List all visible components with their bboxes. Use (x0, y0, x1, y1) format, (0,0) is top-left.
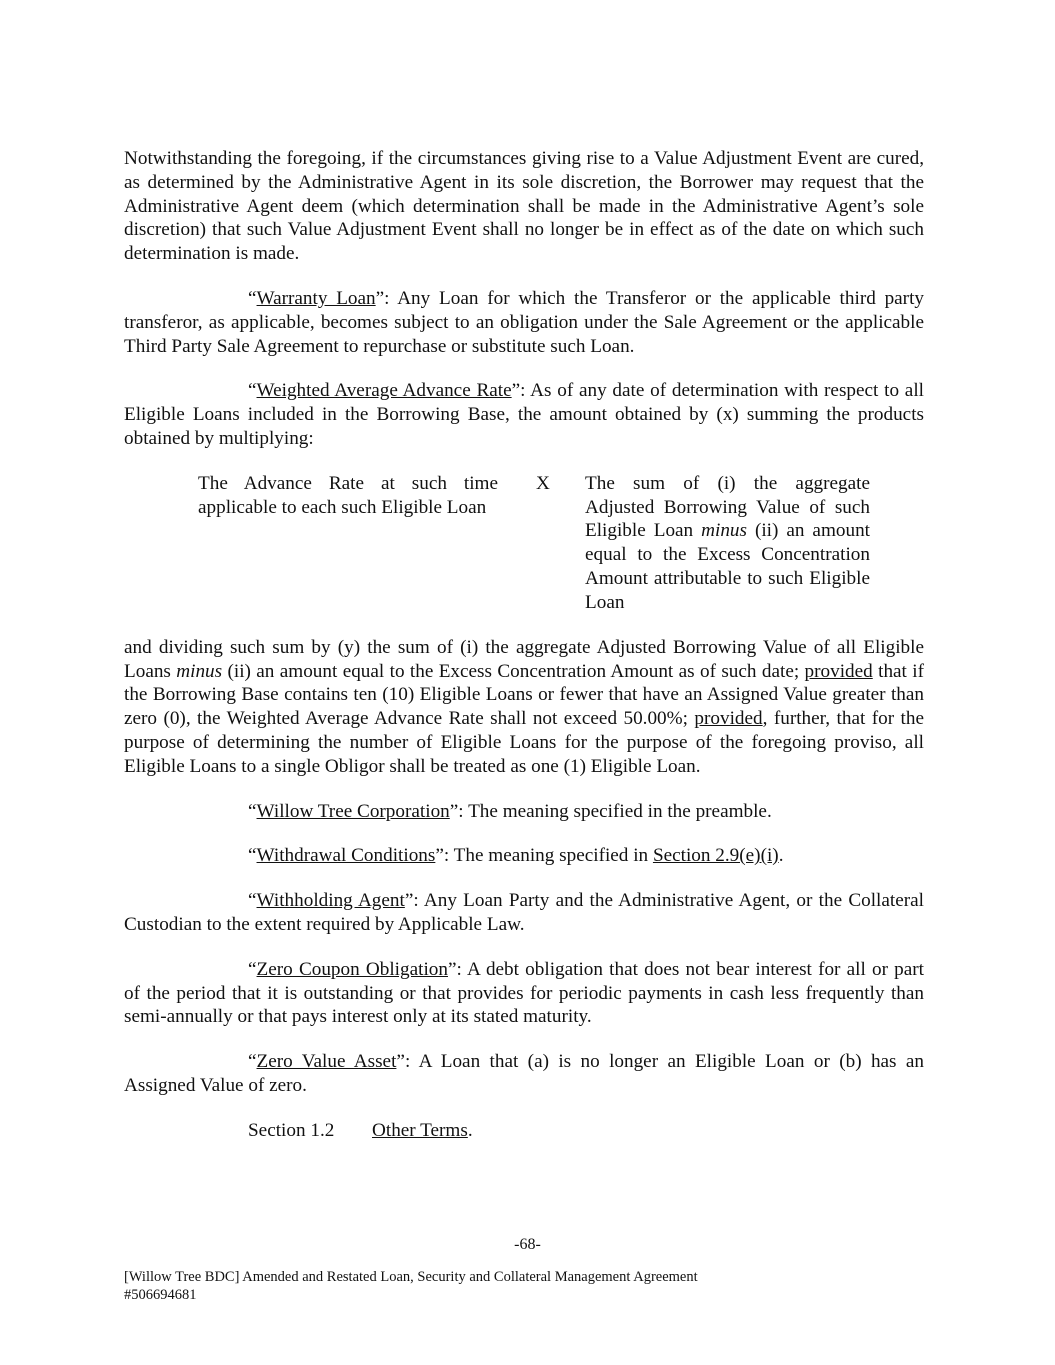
document-body (124, 147, 924, 1143)
definition-text: ”: A Loan that (a) is no longer an Eligible Loan or (b) has an Assigned Value of zero. (124, 1051, 925, 1096)
section-period: . (467, 1119, 473, 1141)
defined-term: Willow Tree Corporation (256, 800, 450, 822)
definition-text: ”: Any Loan for which the Transferor or the applicable third party transferor, as applicable, becomes subject to an obligation under the Sale Agreement or the applicable Third Party Sale Agreement to repurchase or substitute such Loan. (124, 287, 924, 357)
document-footer (124, 1268, 698, 1304)
footer-doc-id: #506694681 (124, 1287, 197, 1303)
paragraph-value-adjustment-cure (124, 147, 924, 266)
open-quote: “ (248, 890, 257, 912)
open-quote: “ (248, 958, 257, 980)
formula-right-text: (ii) an amount equal to the Excess Concentration Amount attributable to such Eligible Loan (585, 520, 870, 613)
definition-text: ”: As of any date of determination with respect to all Eligible Loans included in the Borrowing Base, the amount obtained by (x) summing the products obtained by multiplying: (124, 380, 924, 449)
formula-multiply-sign: X (536, 472, 550, 494)
definition-willow-tree-corporation (124, 800, 924, 824)
paragraph-text: Notwithstanding the foregoing, if the circumstances giving rise to a Value Adjustment Event are cured, as determined by the Administrative Agent in its sole discretion, the Borrower may request that the Administrative Agent deem (which determination shall be made in the Administrative Agent’s sole discretion) that such Value Adjustment Event shall no longer be in effect as of the date on which such determination is made. (124, 148, 924, 265)
definition-text: ”: A debt obligation that does not bear interest for all or part of the period that it is outstanding or that provides for periodic payments in cash less frequently than semi-annually or that pays interest only at its stated maturity. (124, 958, 925, 1028)
paragraph-text: (ii) an amount equal to the Excess Concentration Amount as of such date; (222, 660, 805, 682)
definition-text: ”: The meaning specified in the preamble. (449, 800, 772, 822)
paragraph-dividing-sum (124, 636, 924, 779)
definition-withdrawal-conditions (124, 844, 924, 868)
defined-term: Warranty Loan (256, 287, 376, 309)
paragraph-text: that if the Borrowing Base contains ten (10) Eligible Loans or fewer that have an Assigned Value greater than zero (0), the Weighted Average Advance Rate shall not exceed 50.00%; (124, 660, 924, 730)
definition-weighted-average-advance-rate (124, 379, 924, 450)
provided-underlined: provided (804, 660, 873, 682)
section-number: Section 1.2 (248, 1119, 335, 1141)
formula-minus: minus (701, 520, 747, 542)
paragraph-text: and dividing such sum by (y) the sum of (i) the aggregate Adjusted Borrowing Value of all Eligible Loans (124, 636, 924, 682)
definition-zero-value-asset (124, 1050, 924, 1098)
section-title: Other Terms (372, 1119, 468, 1141)
paragraph-text: , further, that for the purpose of determining the number of Eligible Loans for the purpose of the foregoing proviso, all Eligible Loans to a single Obligor shall be treated as one (1) Eligible Loan. (124, 708, 924, 777)
definition-warranty-loan (124, 287, 924, 358)
defined-term: Zero Value Asset (256, 1051, 397, 1073)
formula-block (198, 472, 924, 615)
footer-title: [Willow Tree BDC] Amended and Restated Loan, Security and Collateral Management Agreement (124, 1269, 698, 1285)
defined-term: Withholding Agent (256, 890, 405, 912)
provided-underlined: provided (694, 708, 763, 730)
minus-italic: minus (176, 660, 223, 682)
open-quote: “ (248, 800, 257, 822)
defined-term: Withdrawal Conditions (256, 845, 436, 867)
defined-term: Weighted Average Advance Rate (256, 380, 512, 402)
section-heading (124, 1119, 924, 1143)
open-quote: “ (248, 1051, 257, 1073)
definition-text: ”: The meaning specified in (435, 845, 653, 867)
open-quote: “ (248, 845, 257, 867)
formula-left-operand: The Advance Rate at such time applicable to each such Eligible Loan (198, 472, 498, 518)
section-reference: Section 2.9(e)(i) (652, 845, 779, 867)
defined-term: Zero Coupon Obligation (256, 958, 448, 980)
page-number: -68- (514, 1236, 541, 1253)
formula-right-text: The sum of (i) the aggregate Adjusted Borrowing Value of such Eligible Loan (585, 472, 870, 542)
formula-right-operand (585, 472, 870, 615)
definition-withholding-agent (124, 889, 924, 937)
open-quote: “ (248, 380, 257, 402)
open-quote: “ (248, 287, 257, 309)
definition-zero-coupon-obligation (124, 958, 924, 1029)
definition-text: ”: Any Loan Party and the Administrative Agent, or the Collateral Custodian to the extent required by Applicable Law. (124, 890, 924, 935)
definition-end: . (778, 845, 784, 867)
